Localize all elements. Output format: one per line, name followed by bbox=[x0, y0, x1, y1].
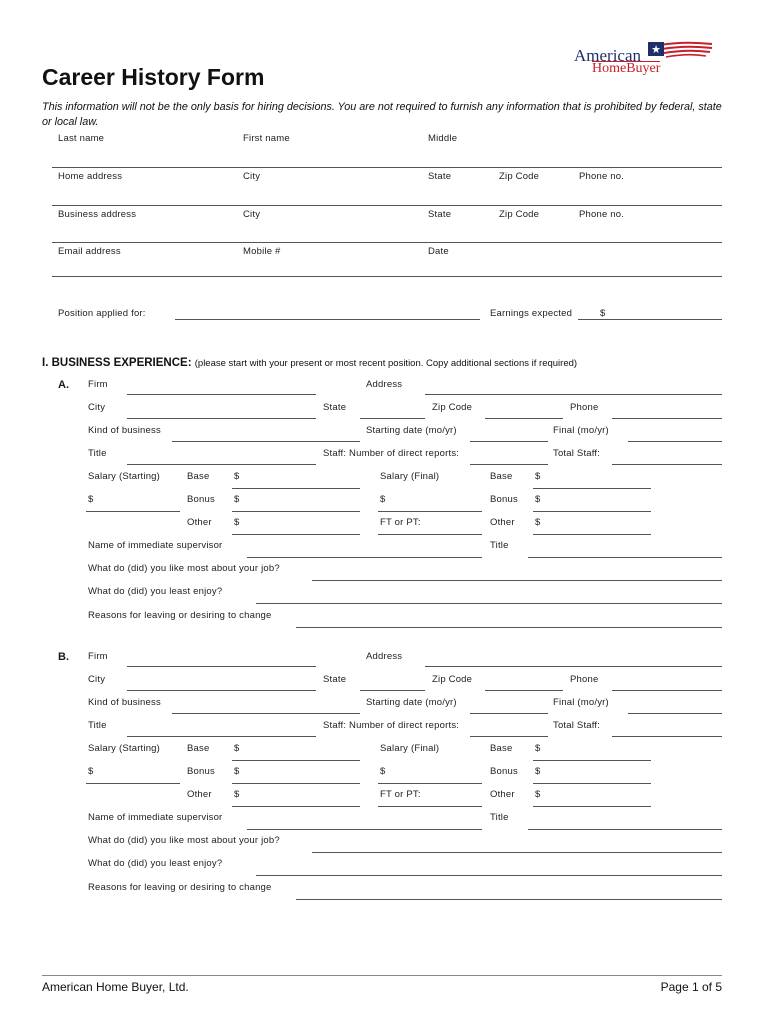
bonus-start-field[interactable] bbox=[232, 783, 360, 784]
zip-label: Zip Code bbox=[432, 674, 473, 685]
ft-pt-label: FT or PT: bbox=[380, 789, 421, 800]
base-start-dollar: $ bbox=[234, 743, 240, 754]
block-letter: B. bbox=[58, 651, 69, 663]
other-final-label: Other bbox=[490, 517, 515, 528]
base-final-dollar: $ bbox=[535, 743, 541, 754]
section-title: I. BUSINESS EXPERIENCE: bbox=[42, 357, 192, 369]
bonus-final-label: Bonus bbox=[490, 766, 518, 777]
start-date-field[interactable] bbox=[470, 713, 548, 714]
city-label: City bbox=[88, 402, 106, 413]
base-start-label: Base bbox=[187, 743, 210, 754]
business-address-label: Business address bbox=[58, 209, 137, 220]
experience-block-b bbox=[0, 272, 770, 893]
least-enjoy-label: What do (did) you least enjoy? bbox=[88, 586, 223, 597]
bonus-start-label: Bonus bbox=[187, 494, 215, 505]
supervisor-field[interactable] bbox=[247, 829, 482, 830]
like-most-field[interactable] bbox=[312, 852, 722, 853]
zip-field[interactable] bbox=[485, 690, 563, 691]
firm-field[interactable] bbox=[127, 666, 316, 667]
kind-field[interactable] bbox=[172, 713, 360, 714]
start-date-label: Starting date (mo/yr) bbox=[366, 425, 457, 436]
final-date-label: Final (mo/yr) bbox=[553, 697, 609, 708]
total-staff-label: Total Staff: bbox=[553, 448, 601, 459]
business-city-label: City bbox=[243, 209, 261, 220]
other-final-dollar: $ bbox=[535, 517, 541, 528]
last-name-label: Last name bbox=[58, 133, 105, 144]
other-start-dollar: $ bbox=[234, 517, 240, 528]
bonus-final-dollar: $ bbox=[535, 494, 541, 505]
phone-label: Phone bbox=[570, 674, 599, 685]
bonus-final-label: Bonus bbox=[490, 494, 518, 505]
other-start-label: Other bbox=[187, 517, 212, 528]
bonus-final-dollar: $ bbox=[535, 766, 541, 777]
other-start-label: Other bbox=[187, 789, 212, 800]
start-date-label: Starting date (mo/yr) bbox=[366, 697, 457, 708]
supervisor-title-field[interactable] bbox=[528, 829, 722, 830]
base-start-field[interactable] bbox=[232, 760, 360, 761]
state-label: State bbox=[323, 402, 347, 413]
reasons-label: Reasons for leaving or desiring to change bbox=[88, 882, 272, 893]
phone-field[interactable] bbox=[612, 690, 722, 691]
bonus-start-dollar: $ bbox=[234, 766, 240, 777]
like-most-label: What do (did) you like most about your job? bbox=[88, 835, 280, 846]
state-field[interactable] bbox=[360, 690, 425, 691]
ft-pt-field[interactable] bbox=[378, 806, 482, 807]
home-zip-label: Zip Code bbox=[499, 171, 540, 182]
home-state-label: State bbox=[428, 171, 452, 182]
salary-start-label: Salary (Starting) bbox=[88, 471, 161, 482]
firm-label: Firm bbox=[88, 651, 108, 662]
logo-text-homebuyer: HomeBuyer bbox=[592, 61, 661, 76]
salary-final-label: Salary (Final) bbox=[380, 743, 440, 754]
salary-start-total-dollar: $ bbox=[88, 494, 94, 505]
section-note: (please start with your present or most recent position. Copy additional sections if required) bbox=[194, 358, 578, 369]
business-state-label: State bbox=[428, 209, 452, 220]
base-start-dollar: $ bbox=[234, 471, 240, 482]
intro-text: This information will not be the only basis for hiring decisions. You are not required to furnish any information that is prohibited by federal, state or local law. bbox=[42, 101, 722, 128]
staff-field[interactable] bbox=[470, 736, 548, 737]
reasons-field[interactable] bbox=[296, 899, 722, 900]
other-final-dollar: $ bbox=[535, 789, 541, 800]
earnings-dollar: $ bbox=[600, 308, 606, 319]
staff-label: Staff: Number of direct reports: bbox=[323, 448, 460, 459]
title-field[interactable] bbox=[127, 736, 316, 737]
supervisor-label: Name of immediate supervisor bbox=[88, 540, 223, 551]
email-label: Email address bbox=[58, 246, 121, 257]
salary-final-label: Salary (Final) bbox=[380, 471, 440, 482]
position-label: Position applied for: bbox=[58, 308, 146, 319]
mobile-label: Mobile # bbox=[243, 246, 281, 257]
address-field[interactable] bbox=[425, 666, 722, 667]
other-start-dollar: $ bbox=[234, 789, 240, 800]
base-final-label: Base bbox=[490, 471, 513, 482]
date-label: Date bbox=[428, 246, 449, 257]
staff-label: Staff: Number of direct reports: bbox=[323, 720, 460, 731]
least-enjoy-label: What do (did) you least enjoy? bbox=[88, 858, 223, 869]
total-staff-field[interactable] bbox=[612, 736, 722, 737]
kind-label: Kind of business bbox=[88, 697, 161, 708]
city-label: City bbox=[88, 674, 106, 685]
like-most-label: What do (did) you like most about your job? bbox=[88, 563, 280, 574]
state-label: State bbox=[323, 674, 347, 685]
address-label: Address bbox=[366, 379, 403, 390]
base-final-field[interactable] bbox=[533, 760, 651, 761]
zip-label: Zip Code bbox=[432, 402, 473, 413]
base-start-label: Base bbox=[187, 471, 210, 482]
least-enjoy-field[interactable] bbox=[256, 875, 722, 876]
salary-start-total-field[interactable] bbox=[86, 783, 180, 784]
other-final-label: Other bbox=[490, 789, 515, 800]
final-date-label: Final (mo/yr) bbox=[553, 425, 609, 436]
phone-label: Phone bbox=[570, 402, 599, 413]
kind-label: Kind of business bbox=[88, 425, 161, 436]
business-zip-label: Zip Code bbox=[499, 209, 540, 220]
title-label: Title bbox=[88, 448, 107, 459]
star-icon: ★ bbox=[651, 43, 661, 56]
base-final-label: Base bbox=[490, 743, 513, 754]
firm-label: Firm bbox=[88, 379, 108, 390]
logo-text-american: American bbox=[574, 46, 642, 65]
final-date-field[interactable] bbox=[628, 713, 722, 714]
block-letter: A. bbox=[58, 379, 69, 391]
home-phone-label: Phone no. bbox=[579, 171, 625, 182]
supervisor-title-label: Title bbox=[490, 812, 509, 823]
other-start-field[interactable] bbox=[232, 806, 360, 807]
middle-label: Middle bbox=[428, 133, 458, 144]
home-city-label: City bbox=[243, 171, 261, 182]
first-name-label: First name bbox=[243, 133, 290, 144]
business-phone-label: Phone no. bbox=[579, 209, 625, 220]
address-label: Address bbox=[366, 651, 403, 662]
salary-final-total-dollar: $ bbox=[380, 494, 386, 505]
footer-company: American Home Buyer, Ltd. bbox=[42, 980, 189, 994]
supervisor-label: Name of immediate supervisor bbox=[88, 812, 223, 823]
earnings-label: Earnings expected bbox=[490, 308, 573, 319]
salary-final-total-dollar: $ bbox=[380, 766, 386, 777]
page-title: Career History Form bbox=[42, 64, 265, 90]
salary-start-total-dollar: $ bbox=[88, 766, 94, 777]
bonus-final-field[interactable] bbox=[533, 783, 651, 784]
city-field[interactable] bbox=[127, 690, 316, 691]
other-final-field[interactable] bbox=[533, 806, 651, 807]
footer-rule bbox=[42, 975, 722, 976]
title-label: Title bbox=[88, 720, 107, 731]
bonus-start-dollar: $ bbox=[234, 494, 240, 505]
bonus-start-label: Bonus bbox=[187, 766, 215, 777]
salary-start-label: Salary (Starting) bbox=[88, 743, 161, 754]
total-staff-label: Total Staff: bbox=[553, 720, 601, 731]
supervisor-title-label: Title bbox=[490, 540, 509, 551]
footer-page-number: Page 1 of 5 bbox=[660, 980, 722, 994]
home-address-label: Home address bbox=[58, 171, 123, 182]
ft-pt-label: FT or PT: bbox=[380, 517, 421, 528]
reasons-label: Reasons for leaving or desiring to change bbox=[88, 610, 272, 621]
salary-final-total-field[interactable] bbox=[378, 783, 482, 784]
base-final-dollar: $ bbox=[535, 471, 541, 482]
